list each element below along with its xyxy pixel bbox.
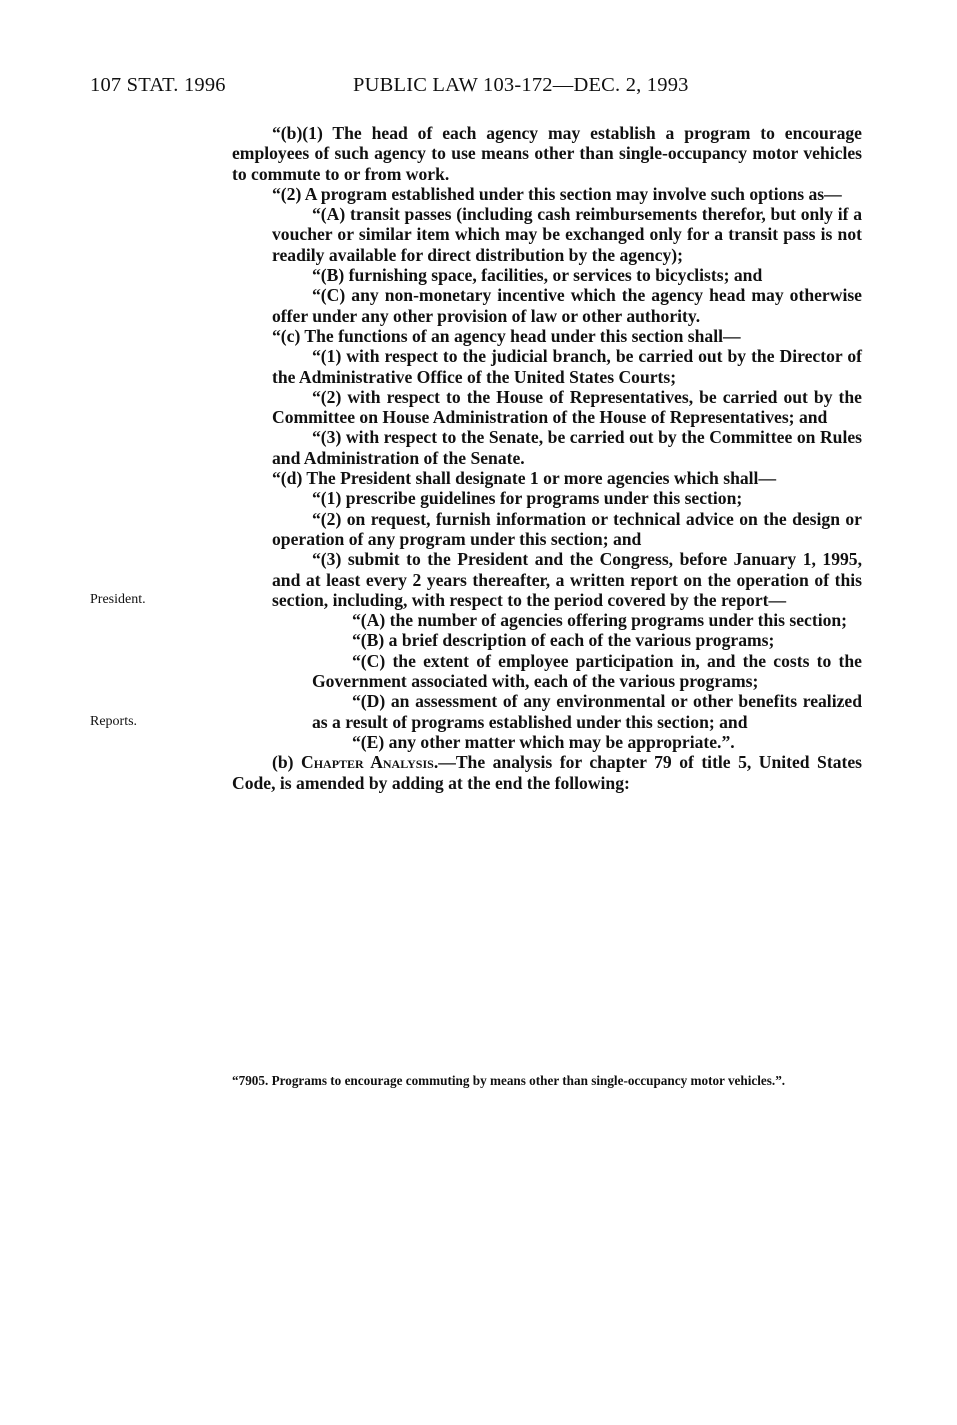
statute-page-number: 107 STAT. 1996 (90, 74, 226, 96)
para-c2: “(2) with respect to the House of Representatives, be carried out by the Committee on House Administration of the House of Representatives; and (272, 386, 862, 428)
para-d3: “(3) submit to the President and the Congress, before January 1, 1995, and at least every 2 years thereafter, a written report on the operation of this section, including, with respect to the period covered by the report— (272, 549, 862, 610)
chapter-analysis-text: —The analysis for chapter 79 of title 5, United States Code, is amended by adding at the end the following: (232, 752, 863, 793)
para-b2: “(2) A program established under this section may involve such options as— (272, 183, 842, 204)
para-d2: “(2) on request, furnish information or technical advice on the design or operation of any program under this section; and (272, 508, 862, 549)
para-d1: “(1) prescribe guidelines for programs under this section; (312, 488, 743, 509)
margin-note-reports: Reports. (90, 714, 138, 729)
statute-body (232, 123, 862, 793)
chapter-analysis-prefix: (b) (272, 752, 301, 773)
para-d: “(d) The President shall designate 1 or more agencies which shall— (272, 468, 777, 489)
para-d3-a: “(A) the number of agencies offering programs under this section; (352, 610, 848, 631)
para-d3-d: “(D) an assessment of any environmental or other benefits realized as a result of programs established under this section; and (312, 691, 862, 732)
para-b2-a: “(A) transit passes (including cash reimbursements therefor, but only if a voucher or similar item which may be exchanged only for a transit pass is not readily available for direct distribution by the agency); (272, 204, 862, 265)
para-b1: “(b)(1) The head of each agency may establish a program to encourage employees of such agency to use means other than single-occupancy motor vehicles to commute to or from work. (232, 123, 862, 184)
para-d3-c: “(C) the extent of employee participation in, and the costs to the Government associated with, each of the various programs; (312, 650, 862, 692)
section-7905-toc-entry: “7905. Programs to encourage commuting by means other than single-occupancy motor vehicles.”. (232, 1073, 786, 1088)
para-chapter-analysis (232, 752, 862, 793)
para-c: “(c) The functions of an agency head under this section shall— (272, 325, 741, 346)
para-c1: “(1) with respect to the judicial branch, be carried out by the Director of the Administrative Office of the United States Courts; (272, 346, 862, 387)
para-b2-b: “(B) furnishing space, facilities, or services to bicyclists; and (312, 265, 763, 286)
para-d3-b: “(B) a brief description of each of the various programs; (352, 630, 775, 651)
chapter-analysis-heading: Chapter Analysis. (300, 752, 439, 773)
public-law-citation: PUBLIC LAW 103-172—DEC. 2, 1993 (353, 74, 689, 96)
para-d3-e: “(E) any other matter which may be appropriate.”. (352, 731, 735, 752)
margin-note-president: President. (90, 592, 146, 607)
para-b2-c: “(C) any non-monetary incentive which the agency head may otherwise offer under any other provision of law or other authority. (272, 285, 862, 326)
para-c3: “(3) with respect to the Senate, be carried out by the Committee on Rules and Administration of the Senate. (272, 427, 862, 468)
